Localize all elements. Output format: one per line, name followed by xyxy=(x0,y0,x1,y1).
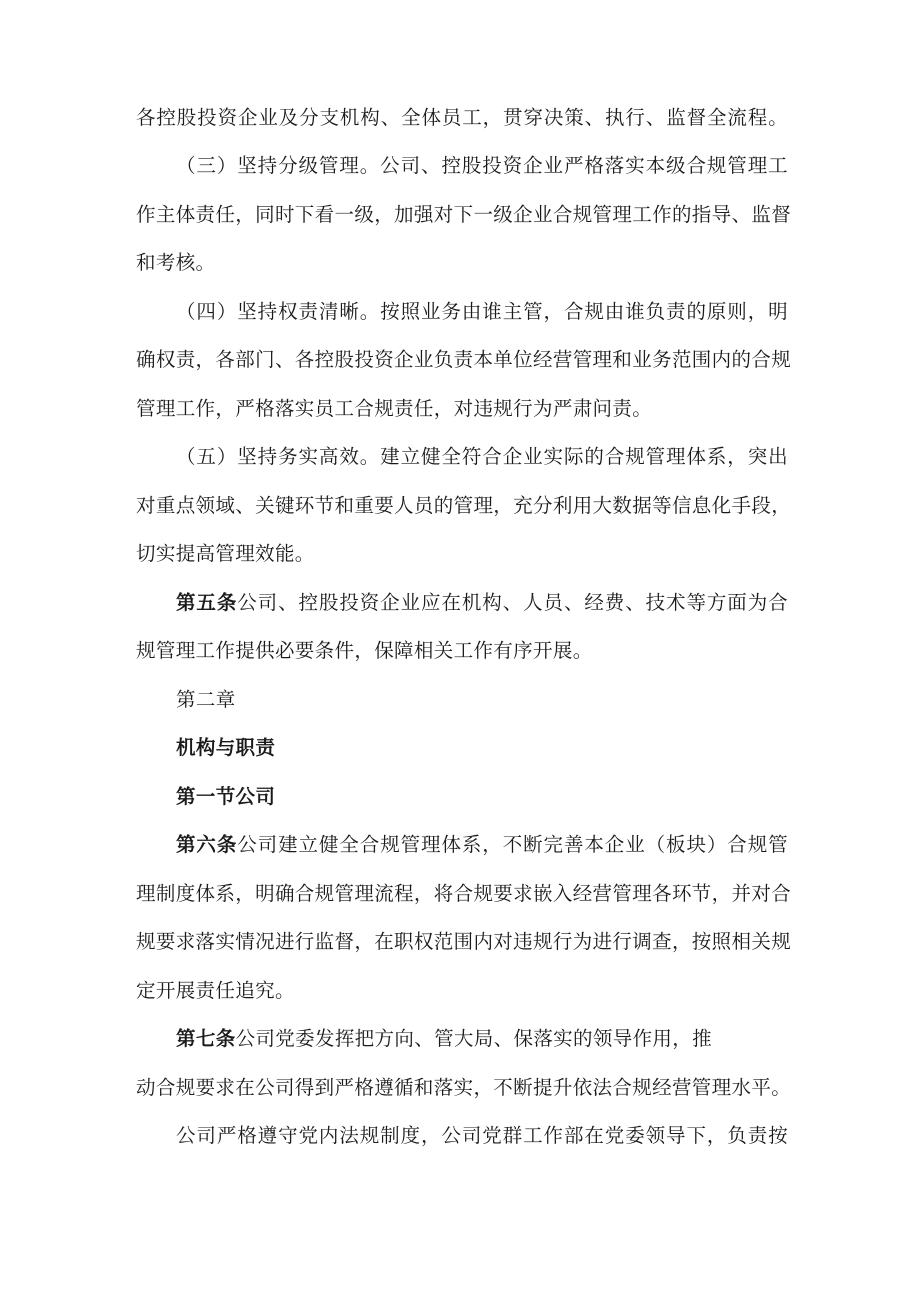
article-line xyxy=(176,590,788,616)
text-line: （三）坚持分级管理。公司、控股投资企业严格落实本级合规管理工 xyxy=(176,154,788,177)
text-line: 管理工作，严格落实员工合规责任，对违规行为严肃问责。 xyxy=(136,397,653,420)
chapter-number: 第二章 xyxy=(176,688,236,711)
section-title: 第一节公司 xyxy=(176,785,276,808)
article-line xyxy=(176,832,788,858)
article-text: 公司、控股投资企业应在机构、人员、经费、技术等方面为合 xyxy=(237,591,788,614)
text-line: 和考核。 xyxy=(136,251,216,274)
text-line: 确权责，各部门、各控股投资企业负责本单位经营管理和业务范围内的合规 xyxy=(136,348,792,371)
text-line: 理制度体系，明确合规管理流程，将合规要求嵌入经营管理各环节，并对合 xyxy=(136,882,792,905)
article-text: 公司建立健全合规管理体系，不断完善本企业（板块）合规管 xyxy=(237,833,788,856)
text-line: （四）坚持权责清晰。按照业务由谁主管，合规由谁负责的原则，明 xyxy=(176,300,788,323)
article-label: 第五条 xyxy=(176,591,238,614)
text-line: 切实提高管理效能。 xyxy=(136,542,315,565)
text-line: 规要求落实情况进行监督，在职权范围内对违规行为进行调查，按照相关规 xyxy=(136,930,792,953)
text-line: 作主体责任，同时下看一级，加强对下一级企业合规管理工作的指导、监督 xyxy=(136,203,792,226)
text-line: 定开展责任追究。 xyxy=(136,979,295,1002)
chapter-title: 机构与职责 xyxy=(176,736,276,759)
text-line: 动合规要求在公司得到严格遵循和落实，不断提升依法合规经营管理水平。 xyxy=(136,1076,792,1099)
text-line: 规管理工作提供必要条件，保障相关工作有序开展。 xyxy=(136,639,593,662)
article-text: 公司党委发挥把方向、管大局、保落实的领导作用，推 xyxy=(235,1027,712,1050)
article-line xyxy=(176,1026,712,1052)
text-line: 公司严格遵守党内法规制度，公司党群工作部在党委领导下，负责按 xyxy=(176,1124,788,1147)
text-line: （五）坚持务实高效。建立健全符合企业实际的合规管理体系，突出 xyxy=(176,445,788,468)
article-label: 第七条 xyxy=(176,1027,236,1050)
article-label: 第六条 xyxy=(176,833,238,856)
text-line: 对重点领域、关键环节和重要人员的管理，充分利用大数据等信息化手段， xyxy=(136,494,792,517)
text-line: 各控股投资企业及分支机构、全体员工，贯穿决策、执行、监督全流程。 xyxy=(136,106,788,129)
